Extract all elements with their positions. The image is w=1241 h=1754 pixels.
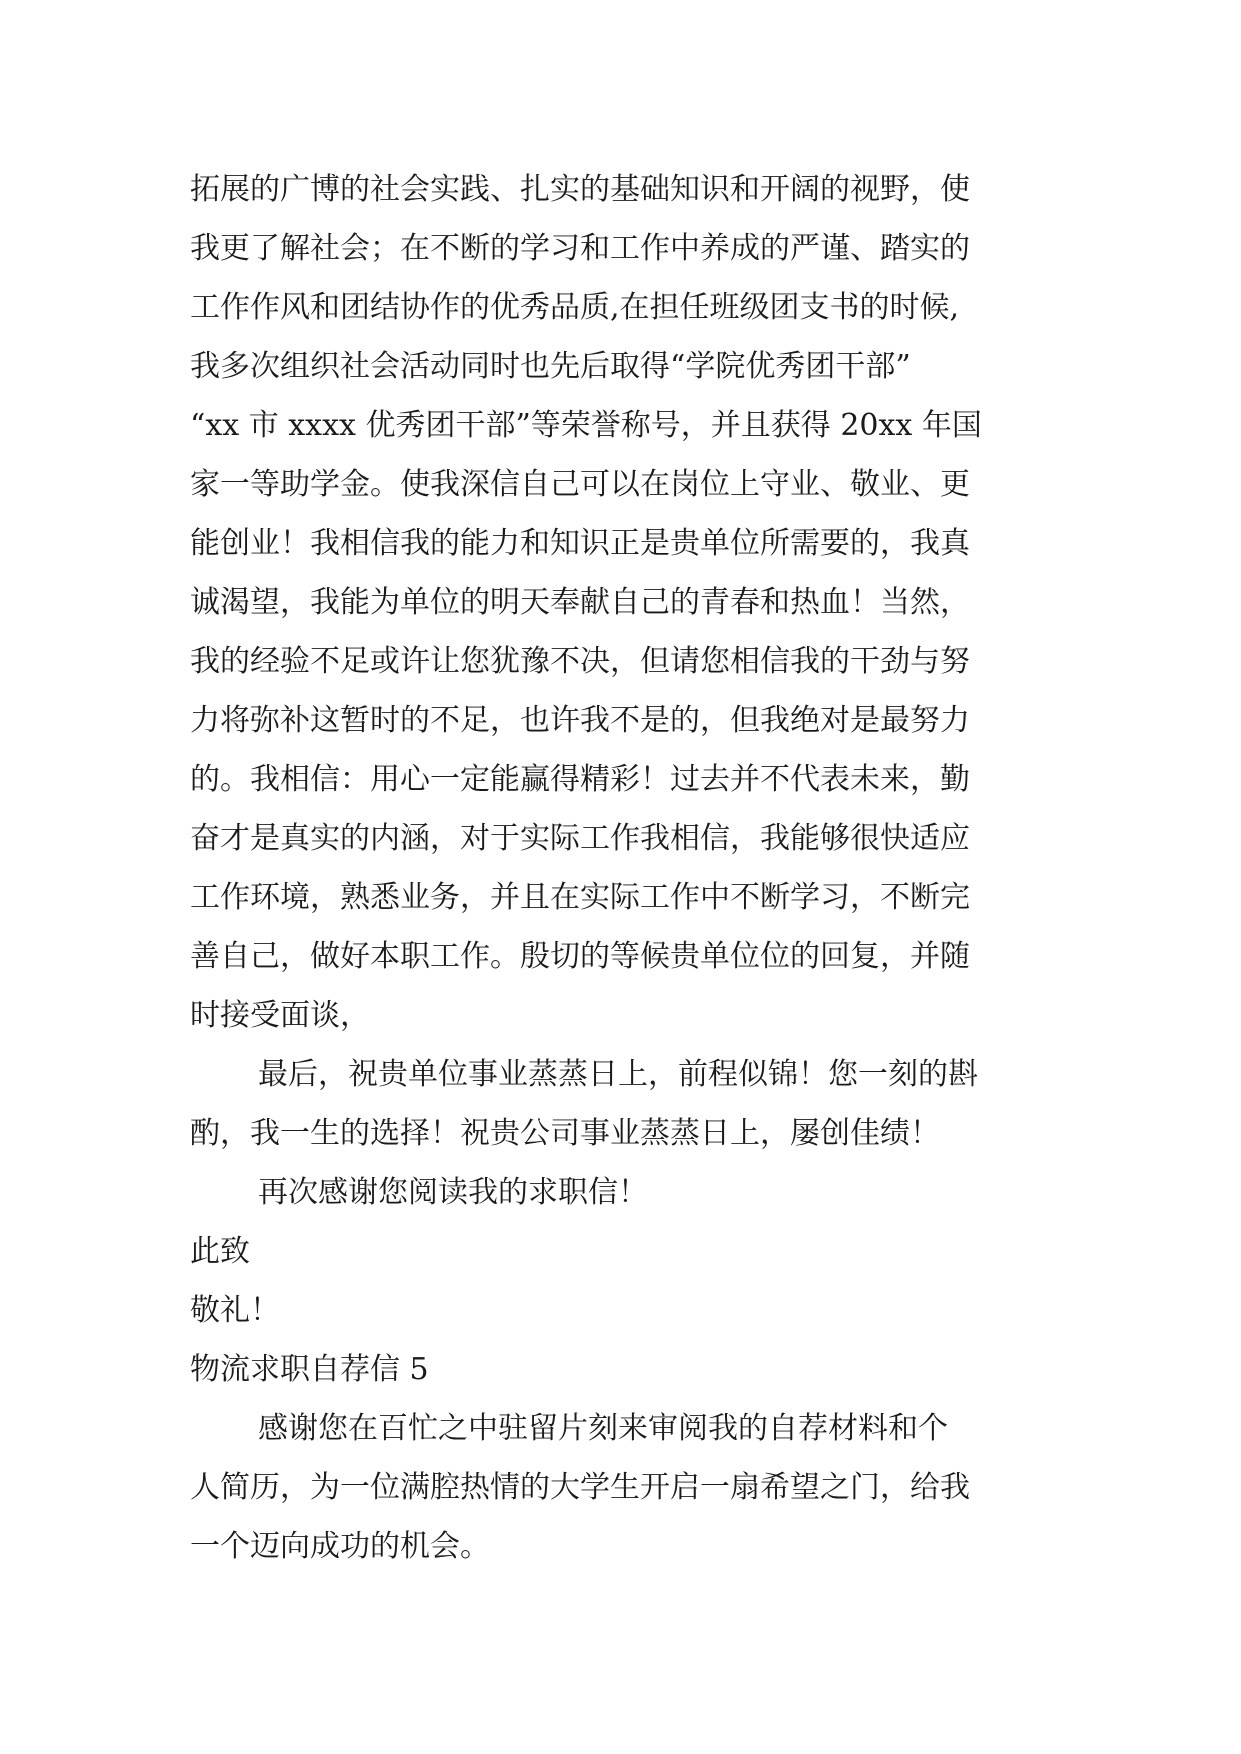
text-line: 时接受面谈， [190, 998, 370, 1033]
text-line: “xx 市 xxxx 优秀团干部”等荣誉称号，并且获得 20xx 年国 [190, 408, 982, 443]
text-line: 的。我相信：用心一定能赢得精彩！过去并不代表未来，勤 [190, 762, 970, 797]
text-line: 拓展的广博的社会实践、扎实的基础知识和开阔的视野，使 [190, 172, 970, 207]
text-line: 力将弥补这暂时的不足，也许我不是的，但我绝对是最努力 [190, 703, 970, 738]
text-line: 善自己，做好本职工作。殷切的等候贵单位位的回复，并随 [190, 939, 970, 974]
text-line: 家一等助学金。使我深信自己可以在岗位上守业、敬业、更 [190, 467, 970, 502]
thanks-line: 再次感谢您阅读我的求职信！ [258, 1175, 648, 1210]
closing-paragraph-line: 最后，祝贵单位事业蒸蒸日上，前程似锦！您一刻的斟 [258, 1057, 978, 1092]
intro-paragraph-line: 感谢您在百忙之中驻留片刻来审阅我的自荐材料和个 [258, 1411, 948, 1446]
text-line: 诚渴望，我能为单位的明天奉献自己的青春和热血！当然， [190, 585, 970, 620]
text-line: 工作作风和团结协作的优秀品质,在担任班级团支书的时候, [190, 290, 960, 325]
text-line: 能创业！我相信我的能力和知识正是贵单位所需要的，我真 [190, 526, 970, 561]
text-line: 酌，我一生的选择！祝贵公司事业蒸蒸日上，屡创佳绩！ [190, 1116, 940, 1151]
text-line: 人简历，为一位满腔热情的大学生开启一扇希望之门，给我 [190, 1470, 970, 1505]
text-line: 我多次组织社会活动同时也先后取得“学院优秀团干部” [190, 349, 911, 384]
text-line: 我的经验不足或许让您犹豫不决，但请您相信我的干劲与努 [190, 644, 970, 679]
regards-line: 敬礼！ [190, 1293, 280, 1328]
text-line: 我更了解社会；在不断的学习和工作中养成的严谨、踏实的 [190, 231, 970, 266]
section-heading: 物流求职自荐信 5 [190, 1352, 429, 1387]
text-line: 一个迈向成功的机会。 [190, 1529, 490, 1564]
text-line: 工作环境，熟悉业务，并且在实际工作中不断学习，不断完 [190, 880, 970, 915]
salutation-line: 此致 [190, 1234, 250, 1269]
letter-body [190, 160, 1090, 1576]
text-line: 奋才是真实的内涵，对于实际工作我相信，我能够很快适应 [190, 821, 970, 856]
